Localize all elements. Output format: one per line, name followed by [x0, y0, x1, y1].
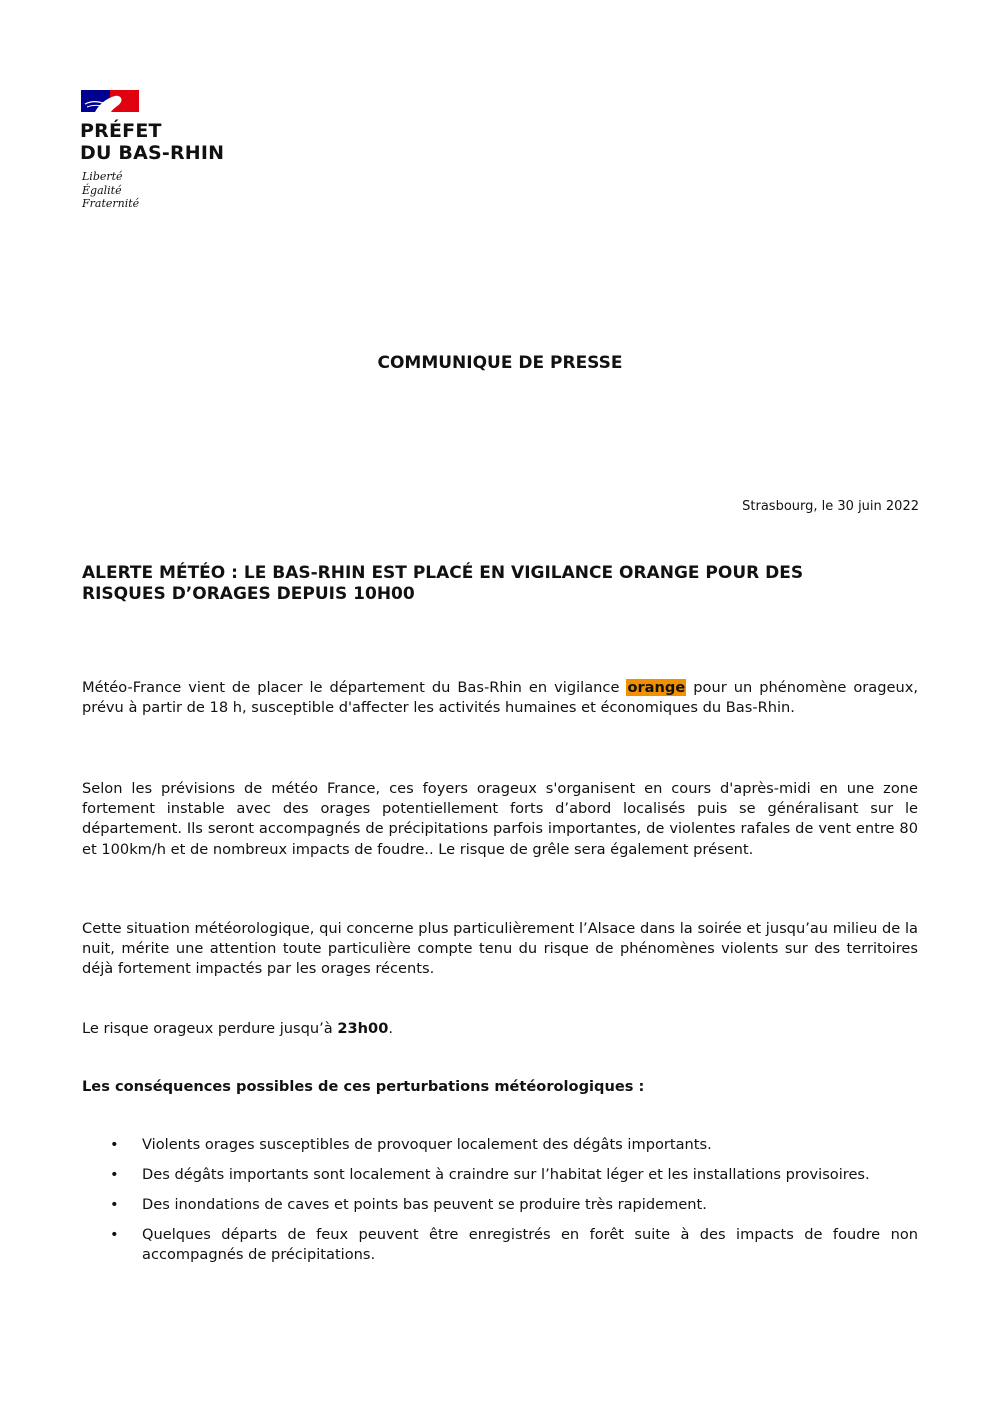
- list-item-text: Violents orages susceptibles de provoquer localement des dégâts importants.: [142, 1136, 712, 1153]
- list-item: [82, 1195, 918, 1215]
- headline-line-1: ALERTE MÉTÉO : LE BAS-RHIN EST PLACÉ EN VIGILANCE ORANGE POUR DES: [82, 563, 804, 583]
- p4-text-before: Le risque orageux perdure jusqu’à: [82, 1020, 338, 1037]
- date-line: Strasbourg, le 30 juin 2022: [742, 499, 919, 514]
- p1-text-before: Météo-France vient de placer le département du Bas-Rhin en vigilance: [82, 679, 627, 696]
- bullet-icon: •: [110, 1196, 119, 1213]
- republique-francaise-logo: [81, 90, 139, 112]
- prefecture-name: [80, 120, 224, 164]
- prefet-line-2: DU BAS-RHIN: [80, 142, 225, 164]
- p4-text-after: .: [388, 1020, 394, 1037]
- list-item: [82, 1135, 918, 1155]
- end-time: 23h00: [337, 1020, 389, 1037]
- document-title: COMMUNIQUE DE PRESSE: [377, 353, 623, 373]
- list-item: [82, 1225, 918, 1265]
- bullet-icon: •: [110, 1136, 119, 1153]
- paragraph-1: [82, 678, 918, 718]
- republic-motto: [82, 170, 139, 211]
- headline: [82, 563, 902, 605]
- p1-text-after: pour un phénomène orageux, prévu à partir de 18 h, susceptible d'affecter les activités humaines et économiques du Bas-Rhin.: [82, 679, 918, 717]
- paragraph-4: [82, 1019, 918, 1039]
- motto-liberte: Liberté: [82, 170, 123, 183]
- consequences-list: [82, 1135, 918, 1275]
- prefet-line-1: PRÉFET: [80, 120, 162, 142]
- list-item-text: Quelques départs de feux peuvent être enregistrés en forêt suite à des impacts de foudre non accompagnés de précipitations.: [142, 1226, 918, 1263]
- headline-line-2: RISQUES D’ORAGES DEPUIS 10H00: [82, 584, 415, 604]
- consequences-title: Les conséquences possibles de ces perturbations météorologiques :: [82, 1078, 645, 1095]
- motto-fraternite: Fraternité: [82, 197, 140, 210]
- bullet-icon: •: [110, 1166, 119, 1183]
- bullet-icon: •: [110, 1226, 119, 1243]
- motto-egalite: Égalité: [82, 183, 122, 197]
- list-item-text: Des inondations de caves et points bas peuvent se produire très rapidement.: [142, 1196, 707, 1213]
- paragraph-3: Cette situation météorologique, qui concerne plus particulièrement l’Alsace dans la soirée et jusqu’au milieu de la nuit, mérite une attention toute particulière compte tenu du risque de phénomènes violents sur des territoires déjà fortement impactés par les orages récents.: [82, 920, 918, 978]
- list-item: [82, 1165, 918, 1185]
- paragraph-2: Selon les prévisions de météo France, ces foyers orageux s'organisent en cours d'après-midi en une zone fortement instable avec des orages potentiellement forts d’abord localisés puis se généralisant sur le département. Ils seront accompagnés de précipitations parfois importantes, de violentes rafales de vent entre 80 et 100km/h et de nombreux impacts de foudre.. Le risque de grêle sera également présent.: [82, 780, 918, 858]
- list-item-text: Des dégâts importants sont localement à craindre sur l’habitat léger et les installations provisoires.: [142, 1166, 870, 1183]
- vigilance-orange-highlight: orange: [627, 679, 686, 696]
